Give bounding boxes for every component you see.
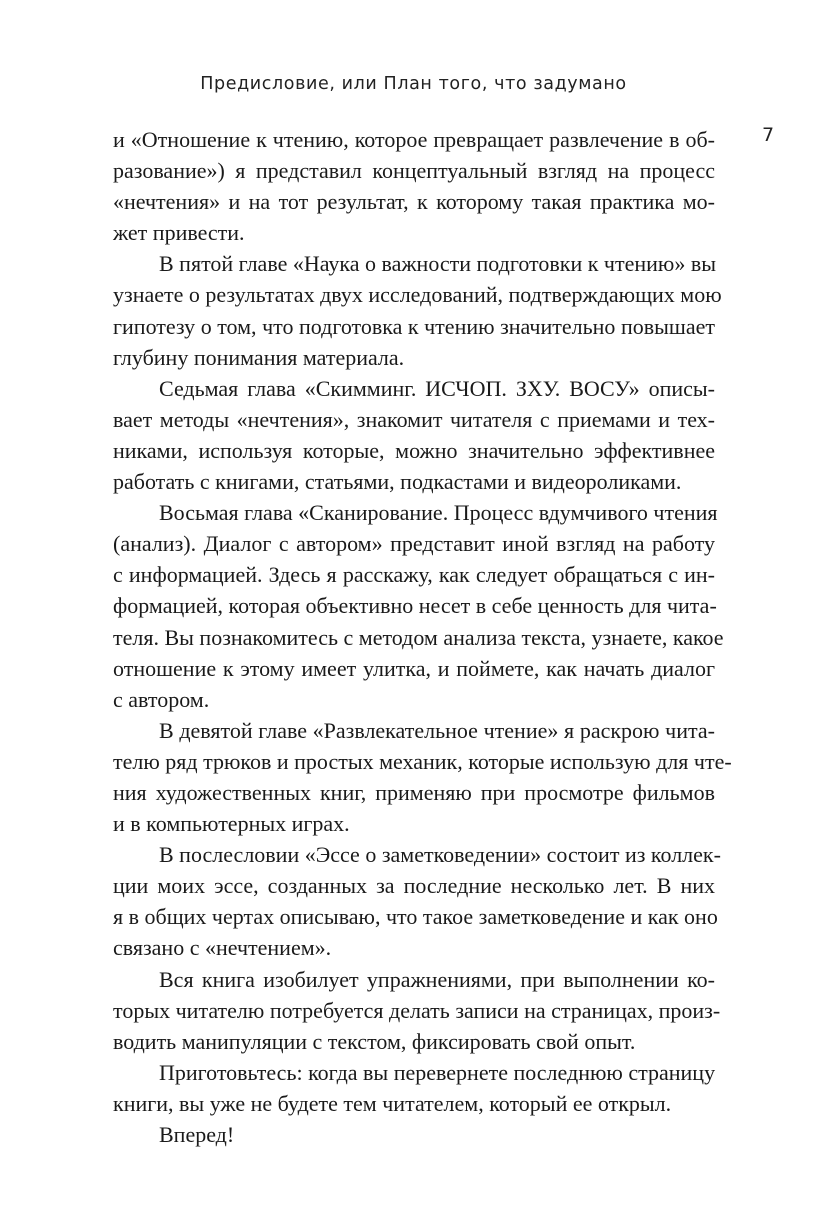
text-line: Вся книга изобилует упражнениями, при выполнении ко- [159,966,715,992]
paragraph [113,124,715,248]
paragraph [113,1057,715,1119]
text-line: с автором. [113,686,210,712]
text-line: водить манипуляции с текстом, фиксировать свой опыт. [113,1028,636,1054]
text-line: Седьмая глава «Скимминг. ИСЧОП. ЗХУ. ВОСУ» описы- [159,375,715,401]
paragraph [113,964,721,1057]
text-line: формацией, которая объективно несет в себе ценность для чита- [113,593,717,619]
text-line: (анализ). Диалог с автором» представит иной взгляд на работу [113,531,715,557]
text-line: работать с книгами, статьями, подкастами и видеороликами. [113,469,682,495]
text-line: телю ряд трюков и простых механик, которые использую для чте- [113,748,732,774]
paragraph [113,248,722,372]
text-line: В пятой главе «Наука о важности подготовки к чтению» вы [159,251,717,277]
paragraph [113,715,732,839]
text-line: узнаете о результатах двух исследований, подтверждающих мою [113,282,722,308]
text-line: жет привести. [113,220,245,246]
text-line: отношение к этому имеет улитка, и поймете, как начать диалог [113,655,715,681]
text-line: Восьмая глава «Сканирование. Процесс вдумчивого чтения [159,500,718,526]
body-text [113,124,732,1150]
text-line: книги, вы уже не будете тем читателем, который ее открыл. [113,1090,672,1116]
paragraph [113,839,721,963]
text-line: и в компьютерных играх. [113,811,350,837]
text-line: глубину понимания материала. [113,344,405,370]
text-line: и «Отношение к чтению, которое превращает развлечение в об- [113,127,715,152]
text-line: В девятой главе «Развлекательное чтение» я раскрою чита- [159,717,715,743]
paragraph [113,373,715,497]
page-number: 7 [762,124,775,146]
running-header: Предисловие, или План того, что задумано [200,74,627,94]
text-line: «нечтения» и на тот результат, к которому такая практика мо- [113,189,715,215]
text-line: торых читателю потребуется делать записи на страницах, произ- [113,997,721,1023]
text-line: ции моих эссе, созданных за последние несколько лет. В них [113,873,715,899]
text-line: вает методы «нечтения», знакомит читателя с приемами и тех- [113,406,715,432]
text-line: я в общих чертах описываю, что такое заметковедение и как оно [113,904,718,930]
text-line: с информацией. Здесь я расскажу, как следует обращаться с ин- [113,562,715,588]
paragraph [113,1119,715,1150]
text-line: В послесловии «Эссе о заметковедении» состоит из коллек- [159,842,721,868]
text-line: Приготовьтесь: когда вы перевернете последнюю страницу [159,1059,716,1085]
text-line: теля. Вы познакомитесь с методом анализа текста, узнаете, какое [113,624,724,650]
text-line: никами, используя которые, можно значительно эффективнее [113,437,715,463]
text-line: связано с «нечтением». [113,935,332,961]
text-line: гипотезу о том, что подготовка к чтению значительно повышает [113,313,715,339]
text-line: разование») я представил концептуальный взгляд на процесс [113,158,715,184]
text-line: ния художественных книг, применяю при просмотре фильмов [113,779,715,805]
paragraph [113,497,724,715]
text-line: Вперед! [159,1122,235,1147]
